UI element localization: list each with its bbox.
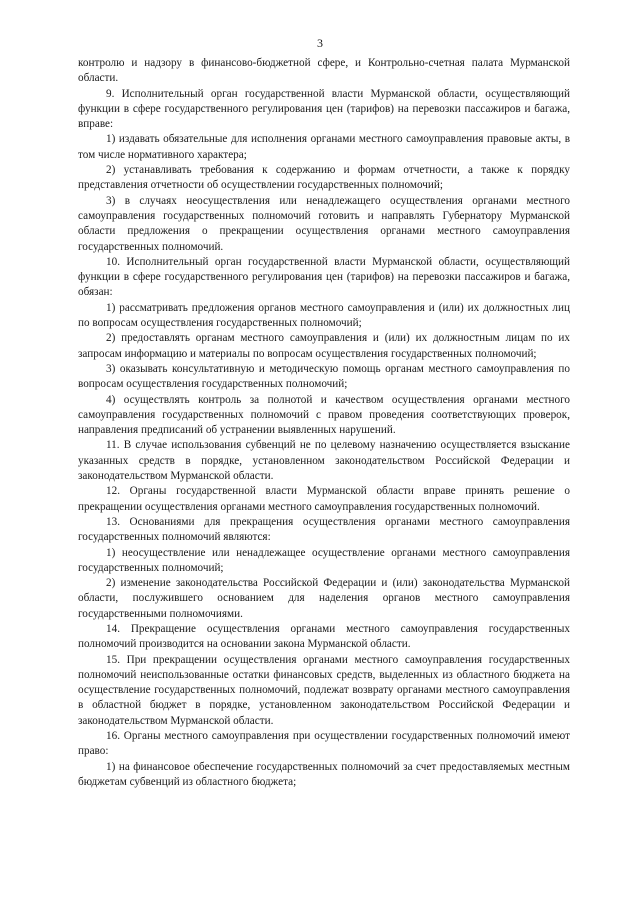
paragraph: 2) устанавливать требования к содержанию и формам отчетности, а также к порядку представления отчетности об осуществлении государственных полномочий;: [78, 164, 570, 192]
paragraph: 12. Органы государственной власти Мурманской области вправе принять решение о прекращении осуществления органами местного самоуправления государственных полномочий.: [78, 485, 570, 513]
page-number: 3: [317, 36, 323, 50]
paragraph: 1) издавать обязательные для исполнения органами местного самоуправления правовые акты, в том числе нормативного характера;: [78, 133, 570, 161]
paragraph: 1) рассматривать предложения органов местного самоуправления и (или) их должностных лиц по вопросам осуществления государственных полномочий;: [78, 301, 570, 330]
paragraph: 13. Основаниями для прекращения осуществления органами местного самоуправления государственных полномочий являются:: [78, 515, 570, 544]
paragraph: 2) изменение законодательства Российской Федерации и (или) законодательства Мурманской области, послужившего основанием для наделения органов местного самоуправления государственными полномочиями.: [78, 577, 570, 620]
paragraph: 14. Прекращение осуществления органами местного самоуправления государственных полномочий производится на основании закона Мурманской области.: [78, 622, 570, 651]
paragraph: 16. Органы местного самоуправления при осуществлении государственных полномочий имеют право:: [78, 730, 570, 758]
paragraph: 15. При прекращении осуществления органами местного самоуправления государственных полномочий неиспользованные остатки финансовых средств, выделенных из областного бюджета на осуществление государственных полномочий, подлежат возврату органами местного самоуправления в областной бюджет в порядке, установленном законодательством Российской Федерации и законодательством Мурманской области.: [78, 653, 570, 727]
paragraph: контролю и надзору в финансово-бюджетной сфере, и Контрольно-счетная палата Мурманской области.: [78, 57, 570, 85]
paragraph: 1) неосуществление или ненадлежащее осуществление органами местного самоуправления государственных полномочий;: [78, 546, 570, 574]
paragraph: 11. В случае использования субвенций не по целевому назначению осуществляется взыскание указанных средств в порядке, установленном законодательством Российской Федерации и законодательством Мурманской области.: [78, 439, 570, 483]
paragraph: 4) осуществлять контроль за полнотой и качеством осуществления органами местного самоуправления государственных полномочий с правом проведения соответствующих проверок, направления предписаний об устранении выявленных нарушений.: [78, 393, 570, 437]
paragraph: 3) оказывать консультативную и методическую помощь органам местного самоуправления по вопросам осуществления государственных полномочий;: [78, 362, 570, 391]
paragraph: 3) в случаях неосуществления или ненадлежащего осуществления органами местного самоуправления государственных полномочий готовить и направлять Губернатору Мурманской области предложения о прекращении осуществления органами местного самоуправления государственных полномочий.: [78, 194, 570, 253]
paragraph: 9. Исполнительный орган государственной власти Мурманской области, осуществляющий функции в сфере государственного регулирования цен (тарифов) на перевозки пассажиров и багажа, вправе:: [78, 87, 570, 131]
paragraph: 1) на финансовое обеспечение государственных полномочий за счет предоставляемых местным бюджетам субвенций из областного бюджета;: [78, 760, 570, 788]
paragraph: 10. Исполнительный орган государственной власти Мурманской области, осуществляющий функции в сфере государственного регулирования цен (тарифов) на перевозки пассажиров и багажа, обязан:: [78, 255, 570, 299]
paragraph: 2) предоставлять органам местного самоуправления и (или) их должностным лицам по их запросам информацию и материалы по вопросам осуществления государственных полномочий;: [78, 332, 570, 360]
document-body: [78, 56, 570, 790]
